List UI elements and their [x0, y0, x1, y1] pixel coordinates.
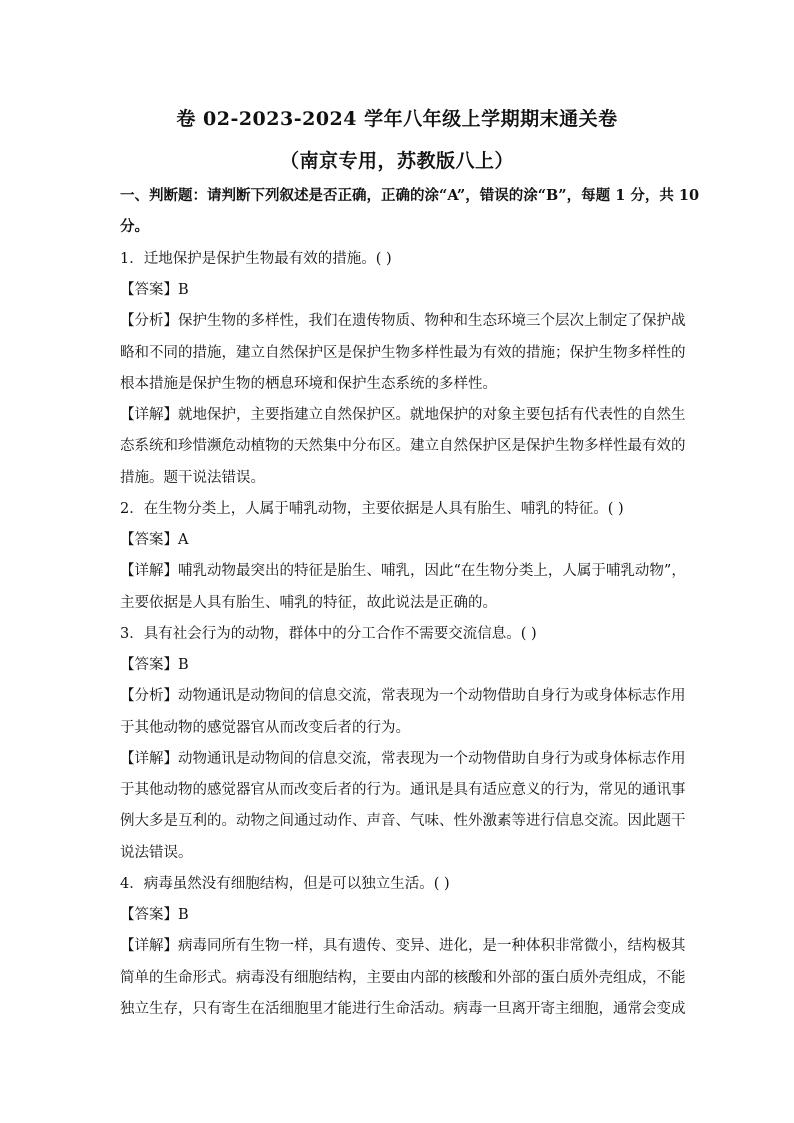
answer-2: 【答案】A [120, 532, 189, 548]
document-subtitle: （南京专用，苏教版八上） [279, 150, 514, 172]
section-heading-cont: 分。 [120, 218, 149, 235]
analysis-3: 【分析】动物通讯是动物间的信息交流，常表现为一个动物借助自身行为或身体标志作用 [120, 688, 686, 704]
explanation-1-cont: 措施。题干说法错误。 [120, 470, 265, 486]
explanation-2: 【详解】哺乳动物最突出的特征是胎生、哺乳，因此“在生物分类上，人属于哺乳动物”， [120, 563, 686, 579]
explanation-4-cont: 简单的生命形式。病毒没有细胞结构，主要由内部的核酸和外部的蛋白质外壳组成，不能 [120, 970, 686, 986]
explanation-1: 【详解】就地保护，主要指建立自然保护区。就地保护的对象主要包括有代表性的自然生 [120, 407, 686, 423]
explanation-1-cont: 态系统和珍惜濒危动植物的天然集中分布区。建立自然保护区是保护生物多样性最有效的 [120, 438, 686, 454]
explanation-3-cont: 说法错误。 [120, 845, 193, 861]
analysis-3-cont: 于其他动物的感觉器官从而改变后者的行为。 [120, 720, 410, 736]
analysis-1: 【分析】保护生物的多样性，我们在遗传物质、物种和生态环境三个层次上制定了保护战 [120, 313, 686, 329]
document-title: 卷 02-2023-2024 学年八年级上学期期末通关卷 [176, 108, 618, 130]
explanation-3: 【详解】动物通讯是动物间的信息交流，常表现为一个动物借助自身行为或身体标志作用 [120, 751, 686, 767]
question-2: 2．在生物分类上，人属于哺乳动物，主要依据是人具有胎生、哺乳的特征。( ) [120, 501, 624, 517]
question-1: 1．迁地保护是保护生物最有效的措施。( ) [120, 251, 392, 267]
answer-1: 【答案】B [120, 282, 189, 298]
analysis-1-cont: 根本措施是保护生物的栖息环境和保护生态系统的多样性。 [120, 376, 497, 392]
answer-4: 【答案】B [120, 907, 189, 923]
section-heading: 一、判断题：请判断下列叙述是否正确，正确的涂“A”，错误的涂“B”，每题 1 分，共 10 [120, 187, 700, 204]
answer-3: 【答案】B [120, 657, 189, 673]
question-3: 3．具有社会行为的动物，群体中的分工合作不需要交流信息。( ) [120, 626, 537, 642]
explanation-3-cont: 于其他动物的感觉器官从而改变后者的行为。通讯是具有适应意义的行为，常见的通讯事 [120, 782, 686, 798]
explanation-2-cont: 主要依据是人具有胎生、哺乳的特征，故此说法是正确的。 [120, 595, 497, 611]
explanation-3-cont: 例大多是互利的。动物之间通过动作、声音、气味、性外激素等进行信息交流。因此题干 [120, 813, 686, 829]
question-4: 4．病毒虽然没有细胞结构，但是可以独立生活。( ) [120, 876, 450, 892]
explanation-4-cont: 独立生存，只有寄生在活细胞里才能进行生命活动。病毒一旦离开寄主细胞，通常会变成 [120, 1001, 686, 1017]
explanation-4: 【详解】病毒同所有生物一样，具有遗传、变异、进化，是一种体积非常微小，结构极其 [120, 938, 686, 954]
analysis-1-cont: 略和不同的措施，建立自然保护区是保护生物多样性最为有效的措施；保护生物多样性的 [120, 345, 686, 361]
